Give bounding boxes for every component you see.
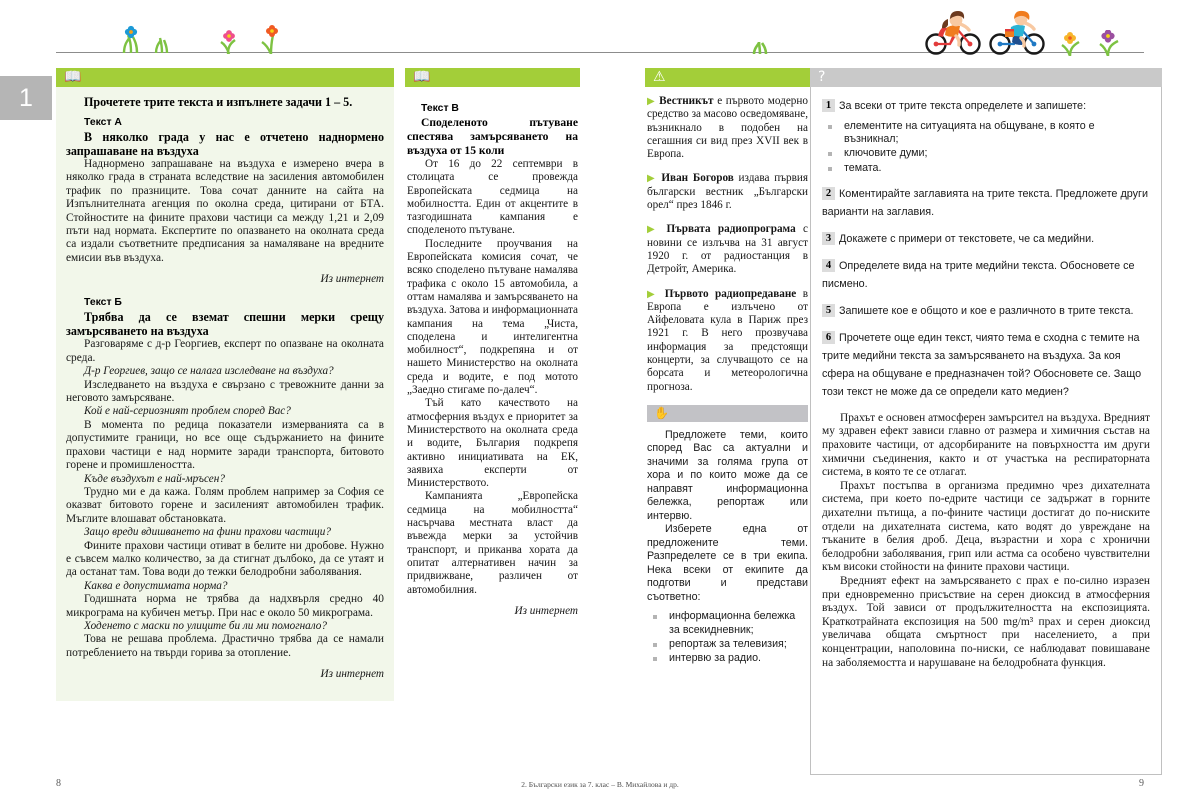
interview-answer: Това не решава проблема. Драстично трябва да се намали потреблението на твърди горива за отопление. (66, 633, 384, 659)
triangle-bullet-icon: ▶ (647, 224, 660, 236)
activity-paragraph: Предложете теми, които според Вас са актуални и значими за голяма група от хора и по които може да се направят информационна бележка, репортаж или интервю. (647, 428, 808, 522)
list-item: информационна бележка за всекидневник; (647, 610, 808, 636)
task-text: Прочетете още един текст, чиято тема е сходна с темите на трите медийни текста за замърсяването на въздуха. За коя сфера на общуване е предназначен той? Обосновете се. Защо този текст не може да се определи като медиен? (822, 331, 1142, 398)
raised-hand-icon: ✋ (654, 405, 669, 420)
fact-lead: Първото радиопредаване (664, 287, 797, 300)
text-v-label: Текст В (421, 103, 459, 114)
text-v-paragraph: Тъй като качеството на атмосферния въздух е приоритет за Министерството на околната среда и водите, България подкрепя активно инициативата на ЕК, заявиха експерти от Министерството. (407, 397, 578, 490)
fact-item (647, 172, 808, 212)
task-number: 4 (822, 259, 835, 272)
fact-rest: издава първия български вестник „Български орел“ през 1846 г. (647, 172, 808, 212)
task-item (822, 256, 1150, 292)
page-number-right: 9 (1139, 778, 1144, 789)
activity-band (647, 405, 808, 422)
column-d-band (810, 68, 1162, 87)
task-bullets (822, 120, 1150, 175)
text-a-source: Из интернет (320, 273, 384, 286)
text-b-heading: Трябва да се вземат спешни мерки срещу замърсяването на въздуха (66, 310, 384, 339)
column-b-body (405, 87, 580, 638)
chapter-number-tab: 1 (0, 76, 52, 120)
flower-purple-icon (1097, 30, 1127, 56)
fact-rest: с новини се излъчва на 31 август 1920 г. от радиостанция в Детройт, Америка. (647, 223, 808, 276)
cyclist-boy-icon (985, 8, 1057, 56)
text-b-source: Из интернет (320, 668, 384, 681)
text-a-heading: В няколко града у нас е отчетено наднормено запрашаване на въздуха (66, 130, 384, 158)
task-number: 6 (822, 331, 835, 344)
text-a-label: Текст А (84, 117, 122, 128)
column-c-body (645, 87, 810, 676)
triangle-bullet-icon: ▶ (647, 288, 659, 300)
task-item (822, 301, 1150, 319)
flower-blue-icon (118, 25, 152, 53)
warning-triangle-icon: ⚠ (653, 69, 666, 85)
interview-answer: Фините прахови частици отиват в белите ни дробове. Нужно е съвсем малко количество, за да стигнат дълбоко, да се утаят и да останат там. Това води до тежки белодробни заболявания. (66, 539, 384, 579)
text-v-paragraph: Последните проучвания на Европейската комисия сочат, че всяко споделено пътуване намалява трафика с около 15 автомобила, а оттам намалява и замърсяването на въздуха. Затова и информационната кампания на тема „Чиста, споделена и интелигентна мобилност“, подкрепяна и от нашето Министерство на околната среда и водите, е под мотото „Заедно стигаме по-далеч“. (407, 237, 579, 397)
task-text: Докажете с примери от текстовете, че са медийни. (839, 232, 1095, 245)
header-decoration (0, 0, 1200, 60)
deliverables-list (647, 610, 808, 665)
task-number: 3 (822, 232, 835, 245)
fact-item (647, 288, 808, 394)
reading-paragraph: Прахът постъпва в организма предимно чрез дихателната система, при което по-едрите частици се задържат в горните дихателни пътища, а по-фините частици достигат до по-ниските отдели на дихателната система, като водят до увреждане на тъканите в белия дроб. Деца, възрастни и хора с хронични белодробни заболявания, грип или астма са особено чувствителни към високи стойности на фините прахови частици. (822, 479, 1150, 574)
flower-orange-icon (260, 24, 286, 54)
task-item (822, 96, 1150, 175)
task-text: Определете вида на трите медийни текста. Обосновете се писмено. (822, 259, 1135, 290)
triangle-bullet-icon: ▶ (647, 96, 656, 107)
fact-rest: в Европа е излъчено от Айфеловата кула в Париж през 1921 г. В него прозвучава информация за предстоящи концерти, за случващото се на борсата и метеорологична прогноза. (647, 287, 808, 393)
list-item: интервю за радио. (647, 652, 808, 665)
fact-item (647, 95, 808, 161)
interview-answer: Изследването на въздуха е свързано с тревожните данни за неговото замърсяване. (66, 378, 384, 405)
tasks-panel (810, 87, 1162, 775)
interview-question: Каква е допустимата норма? (84, 579, 228, 592)
text-v-source: Из интернет (514, 604, 578, 617)
fact-item (647, 223, 808, 276)
list-item: ключовите думи; (822, 147, 1150, 160)
page-number-left: 8 (56, 778, 61, 789)
flower-yellow-icon (1060, 32, 1088, 56)
column-c-band (645, 68, 810, 87)
fact-lead: Вестникът (659, 95, 714, 107)
list-item: елементите на ситуацията на общуване, в която е възникнал; (822, 120, 1150, 146)
interview-question: Ходенето с маски по улиците би ли ми помогнало? (84, 619, 327, 632)
task-number: 5 (822, 304, 835, 317)
cyclist-girl-icon (922, 8, 994, 56)
interview-question: Д-р Георгиев, защо се налага изследване на въздуха? (84, 365, 334, 378)
column-text-a-b (56, 68, 394, 701)
grass-tuft-icon (152, 33, 174, 53)
list-item: темата. (822, 162, 1150, 175)
column-text-v (405, 68, 580, 638)
text-v-heading: Споделеното пътуване спестява замърсяването на въздуха от 15 коли (407, 116, 578, 157)
triangle-bullet-icon: ▶ (647, 173, 657, 185)
fact-lead: Първата радиопрограма (666, 223, 796, 236)
interview-answer: Годишната норма не трябва да надхвърля средно 40 микрограма на кубичен метър. При нас е около 50 микрограма. (66, 593, 384, 619)
question-mark-icon: ? (818, 69, 826, 85)
fact-rest: е първото модерно средство за масово осведомяване, възникнало в подобен на сегашния си вид през XVII век в Европа. (647, 95, 808, 161)
text-b-label: Текст Б (84, 297, 122, 309)
activity-paragraph: Изберете една от предложените теми. Разпределете се в три екипа. Нека всеки от екипите да подготви и представи съответно: (647, 523, 808, 603)
task-text: Запишете кое е общото и кое е различното в трите текста. (839, 304, 1134, 317)
column-tasks (810, 68, 1162, 775)
reading-paragraph: Прахът е основен атмосферен замърсител на въздуха. Вредният му здравен ефект зависи главно от размера и химичния състав на праховите частици, от адсорбираните на повърхността им други химични съединения, както и от участъка на респираторната система, в която те се отлагат. (822, 411, 1150, 479)
interview-question: Къде въздухът е най-мръсен? (84, 472, 225, 485)
task-text: Коментирайте заглавията на трите текста. Предложете други варианти на заглавия. (822, 187, 1148, 218)
reading-paragraph: Вредният ефект на замърсяването с прах е по-силно изразен при едновременно присъствие на серен диоксид в атмосферния въздух. Той зависи от продължителността на експозицията. Краткотрайната експозиция на 500 mg/m³ прах и серен диоксид увеличава общата смъртност при населението, а при концентрации, наполовина по-ниски, се наблюдават повишаване на заболяемостта и нарушаване на белодробната функция. (822, 574, 1150, 669)
interview-question: Защо вреди вдишването на фини прахови частици? (84, 526, 331, 539)
fact-lead: Иван Богоров (661, 172, 734, 185)
grass-tuft-center-icon (750, 40, 772, 54)
task-item (822, 328, 1150, 400)
interview-question: Кой е най-сериозният проблем според Вас? (84, 405, 291, 418)
task-item (822, 229, 1150, 247)
task-number: 1 (822, 99, 835, 112)
list-item: репортаж за телевизия; (647, 638, 808, 651)
text-v-paragraph: Кампанията „Европейска седмица на мобилността“ насърчава местната власт да въвежда мерки за устойчив транспорт, и приканва хората да опитат алтернативен начин за придвижване, различен от автомобилния. (407, 490, 578, 596)
interview-answer: Трудно ми е да кажа. Голям проблем например за София се оказват битовото горене и засиленият автомобилен трафик. Мъглите влошават обстановката. (66, 485, 384, 525)
column-a-band (56, 68, 394, 87)
column-b-band (405, 68, 580, 87)
text-b-intro: Разговаряме с д-р Георгиев, експерт по опазване на околната среда. (66, 338, 384, 364)
text-a-body: Наднормено запрашаване на въздуха е измерено вчера в няколко града в страната вследствие на засиления автомобилен трафик по празниците. Това сочат данните на сайта на Изпълнителната агенция по околна среда, цитирани от БТА. Стойностите на фините прахови частици са между 1,21 и 2,09 пъти над нормата. Експертите по опазването на околната среда са издали съответните предписания за намаляване на вредните емисии във въздуха. (66, 158, 384, 264)
task-item (822, 184, 1150, 220)
text-v-paragraph: От 16 до 22 септември в столицата се провежда Европейската седмица на мобилността. Един от акцентите в тазгодишната кампания е споделеното пътуване. (407, 158, 578, 237)
column-a-body (56, 87, 394, 701)
task-text: За всеки от трите текста определете и запишете: (839, 100, 1087, 112)
open-book-icon: 📖 (64, 69, 82, 85)
interview-answer: В момента по редица показатели измерванията са в допустимите граници, но все още съдържанието на фините прахови частици е над нормите заради транспорта, битовото горене и промишлеността. (66, 418, 384, 472)
task-number: 2 (822, 187, 835, 200)
column-facts (645, 68, 810, 676)
task-instruction: Прочетете трите текста и изпълнете задачи 1 – 5. (84, 95, 353, 109)
flower-pink-icon (218, 30, 244, 54)
open-book-icon: 📖 (413, 69, 431, 85)
footer-caption: 2. Български език за 7. клас – В. Михайлова и др. (521, 780, 679, 789)
